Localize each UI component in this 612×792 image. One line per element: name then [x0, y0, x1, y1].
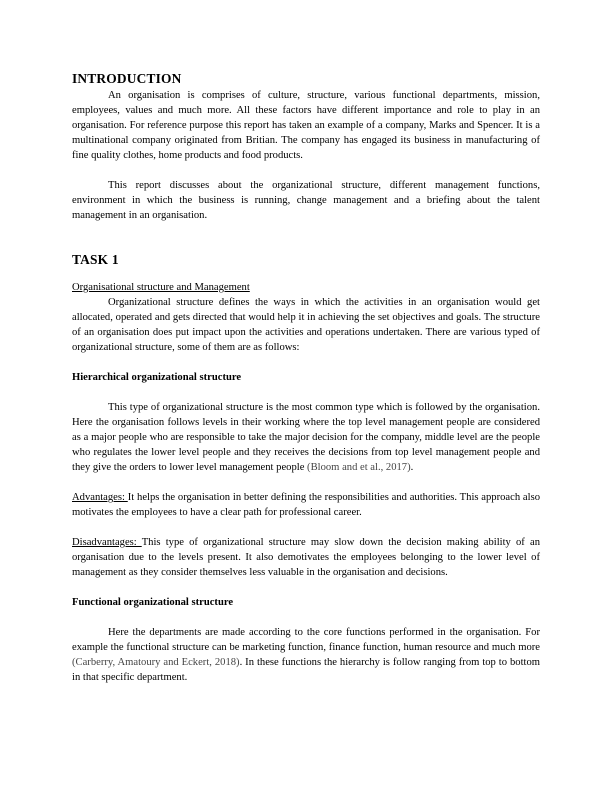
page-content	[72, 70, 540, 685]
functional-text-end: . In these functions the hierarchy is follow ranging from top to bottom in that specific department.	[72, 657, 541, 683]
citation-bloom: (Bloom and et al., 2017)	[307, 462, 411, 473]
citation-carberry: (Carberry, Amatoury and Eckert, 2018)	[72, 657, 240, 668]
advantages-text: It helps the organisation in better defining the responsibilities and authorities. This approach also motivates the employees to have a clear path for professional career.	[72, 492, 540, 518]
section-subheading	[72, 280, 540, 295]
functional-paragraph	[72, 625, 540, 685]
hierarchical-heading: Hierarchical organizational structure	[72, 372, 242, 383]
functional-text: Here the departments are made according to the core functions performed in the organisation. For example the functional structure can be marketing function, finance function, human resource and much more	[72, 627, 540, 653]
advantages-label: Advantages:	[72, 492, 128, 503]
introduction-paragraph-1: An organisation is comprises of culture, structure, various functional departments, mission, employees, values and much more. All these factors have different importance and role to play in an organisation. For reference purpose this report has taken an example of a company, Marks and Spencer. It is a multinational company originated from Britian. The company has engaged its business in manufacturing of fine quality clothes, home products and food products.	[72, 90, 540, 161]
task1-paragraph-1: Organizational structure defines the ways in which the activities in an organisation would get allocated, operated and gets directed that would help it in achieving the set objectives and goals. The structure of an organisation does put impact upon the activities and operations undertaken. There are various typed of organizational structure, some of them are as follows:	[72, 297, 540, 353]
disadvantages-paragraph	[72, 535, 540, 580]
disadvantages-text: This type of organizational structure may slow down the decision making ability of an organisation due to the levels present. It also demotivates the employees belonging to the lower level of management as they consider themselves less valuable in the organisation and decisions.	[72, 537, 540, 578]
introduction-paragraph-2: This report discusses about the organizational structure, different management functions, environment in which the business is running, change management and a briefing about the talent management in an organisation.	[72, 180, 540, 221]
advantages-paragraph	[72, 490, 540, 520]
functional-heading: Functional organizational structure	[72, 597, 234, 608]
hierarchical-paragraph	[72, 400, 540, 475]
section-subheading-text: Organisational structure and Management	[72, 282, 250, 293]
introduction-heading: INTRODUCTION	[72, 71, 182, 86]
disadvantages-label: Disadvantages:	[72, 537, 142, 548]
hierarchical-text-end: .	[410, 462, 414, 473]
hierarchical-text: This type of organizational structure is the most common type which is followed by the organisation. Here the organisation follows levels in their working where the top level management people are considered as a major people who are responsible to take the major decision for the company, middle level are the people who regulates the lower level people and they receives the decisions from top level management people and they give the orders to lower level management people	[72, 402, 540, 473]
task1-heading: TASK 1	[72, 252, 119, 267]
